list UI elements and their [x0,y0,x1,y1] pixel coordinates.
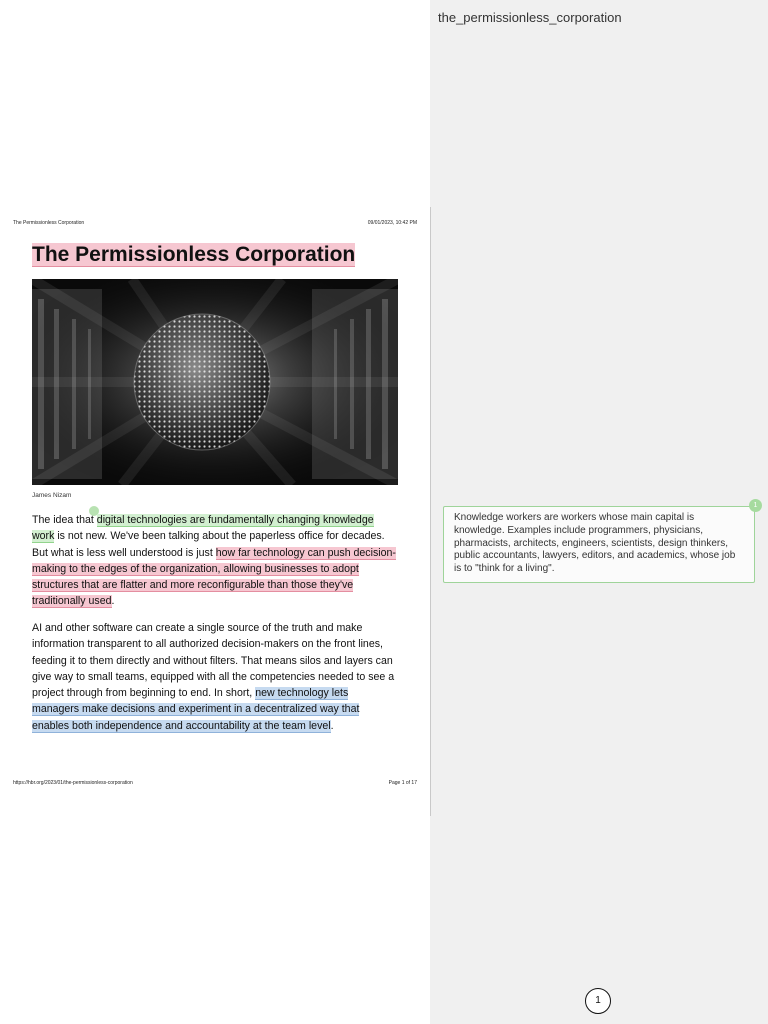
page-header-timestamp: 09/01/2023, 10:42 PM [367,220,417,226]
page-footer-page-number: Page 1 of 17 [388,780,417,786]
blue-highlight[interactable]: new technology lets managers make decisions and experiment in a decentralized way that enables both independence and accountability at the team level [32,687,360,732]
paragraph-1[interactable] [32,512,398,610]
page-indicator-button[interactable]: 1 [585,988,611,1014]
paragraph-text: The idea that [32,514,97,526]
pane-divider[interactable] [430,207,431,816]
page-header-title: The Permissionless Corporation [13,220,85,226]
document-title[interactable] [32,241,355,269]
annotation-note-card[interactable] [443,506,755,583]
paragraph-text: . [111,595,115,608]
paragraph-text: AI and other software can create a single source of the truth and make information transparent to all authorized decision-makers on the front lines, feeding it to them directly and without filters. That means silos and layers can give way to small teams, equipped with all the competencies needed to see a project through from beginning to end. In short, [32,622,395,700]
pdf-page[interactable] [0,207,430,816]
note-number-badge[interactable]: 1 [749,499,762,512]
image-caption: James Nizam [32,492,72,499]
hero-image [32,279,398,485]
page-footer-url: https://hbr.org/2023/01/the-permissionless-corporation [13,780,133,786]
green-highlight[interactable]: digital technologies are fundamentally changing knowledge work [32,514,374,543]
paragraph-text: . [330,719,334,732]
paragraph-text: is not new. We've been talking about the paperless office for decades. But what is less well understood is just [32,530,385,559]
pink-highlight[interactable]: how far technology can push decision-making to the edges of the organization, allowing businesses to adopt structures that are flatter and more reconfigurable than those they've traditionally used [32,546,396,608]
paragraph-2[interactable] [32,620,398,734]
title-highlight[interactable]: The Permissionless Corporation [32,243,356,266]
note-text: Knowledge workers are workers whose main capital is knowledge. Examples include programmers, physicians, pharmacists, architects, engineers, scientists, design thinkers, public accountants, lawyers, editors, and academics, whose job is to "think for a living". [454,512,736,575]
notes-panel-title: the_permissionless_corporation [438,10,622,25]
glowing-sphere-image [32,279,398,485]
